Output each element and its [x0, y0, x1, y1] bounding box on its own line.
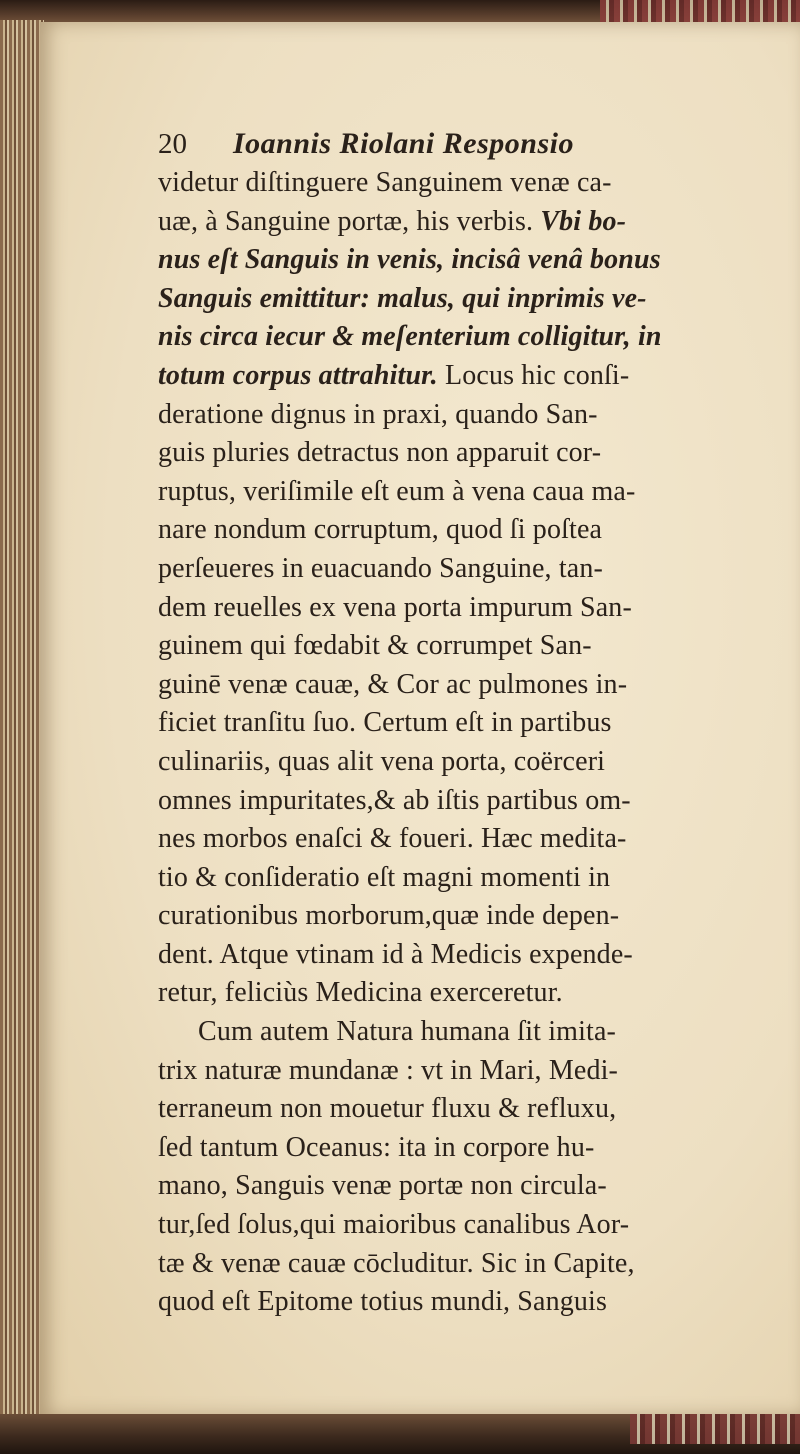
text-line: dem reuelles ex vena porta impurum San- — [158, 591, 632, 623]
text-line: ficiet tranſitu ſuo. Certum eſt in partibus — [158, 707, 612, 739]
text-line: ruptus, veriſimile eſt eum à vena caua ma- — [158, 475, 636, 507]
text-line: culinariis, quas alit vena porta, coërceri — [158, 745, 606, 777]
page-number: 20 — [158, 128, 187, 160]
text-line: guinem qui fœdabit & corrumpet San- — [158, 630, 592, 662]
text-line: deratione dignus in praxi, quando San- — [158, 398, 598, 430]
text-line: retur, feliciùs Medicina exerceretur. — [158, 977, 563, 1009]
text-line: tæ & venæ cauæ cōcluditur. Sic in Capite, — [158, 1247, 635, 1279]
running-head: Ioannis Riolani Responsio — [233, 127, 574, 160]
text-line: nus eſt Sanguis in venis, incisâ venâ bonus — [158, 244, 661, 276]
headband-top — [600, 0, 800, 22]
text-line: tur,ſed ſolus,qui maioribus canalibus Aor- — [158, 1209, 630, 1241]
text-line: ſed tantum Oceanus: ita in corpore hu- — [158, 1131, 595, 1163]
book-page — [40, 22, 800, 1416]
text-line: mano, Sanguis venæ portæ non circula- — [158, 1170, 607, 1202]
book-bottom-edge — [0, 1414, 800, 1454]
text-line: omnes impuritates,& ab iſtis partibus om- — [158, 784, 631, 816]
text-line-roman: Locus hic conſi- — [444, 359, 630, 391]
text-line-roman: uæ, à Sanguine portæ, his verbis. — [158, 205, 534, 237]
text-line: guinē venæ cauæ, & Cor ac pulmones in- — [158, 668, 628, 700]
page-stack-edge — [0, 20, 44, 1420]
text-line: videtur diſtinguere Sanguinem venæ ca- — [158, 167, 612, 198]
text-line-italic: totum corpus attrahitur. — [158, 359, 438, 391]
text-line: quod eſt Epitome totius mundi, Sanguis — [158, 1286, 608, 1318]
text-line: tio & conſideratio eſt magni momenti in — [158, 861, 611, 893]
text-line: nes morbos enaſci & foueri. Hæc medita- — [158, 823, 627, 855]
text-line: nis circa iecur & meſenterium colligitur, in — [158, 321, 662, 353]
text-line — [158, 203, 748, 242]
text-line: Sanguis emittitur: malus, qui inprimis ve- — [158, 282, 647, 314]
text-line-italic: Vbi bo- — [540, 205, 627, 237]
text-line: curationibus morborum,quæ inde depen- — [158, 900, 620, 932]
headband-bottom — [630, 1414, 800, 1444]
page-text — [158, 124, 748, 1322]
text-line: terraneum non mouetur fluxu & refluxu, — [158, 1093, 617, 1125]
text-line: perſeueres in euacuando Sanguine, tan- — [158, 552, 603, 584]
page-header — [158, 124, 748, 164]
text-line: guis pluries detractus non apparuit cor- — [158, 437, 602, 469]
text-line: nare nondum corruptum, quod ſi poſtea — [158, 514, 603, 546]
text-line: Cum autem Natura humana ſit imita- — [198, 1016, 616, 1048]
text-line: dent. Atque vtinam id à Medicis expende- — [158, 938, 633, 970]
text-line — [158, 357, 748, 396]
text-line: trix naturæ mundanæ : vt in Mari, Medi- — [158, 1054, 619, 1086]
